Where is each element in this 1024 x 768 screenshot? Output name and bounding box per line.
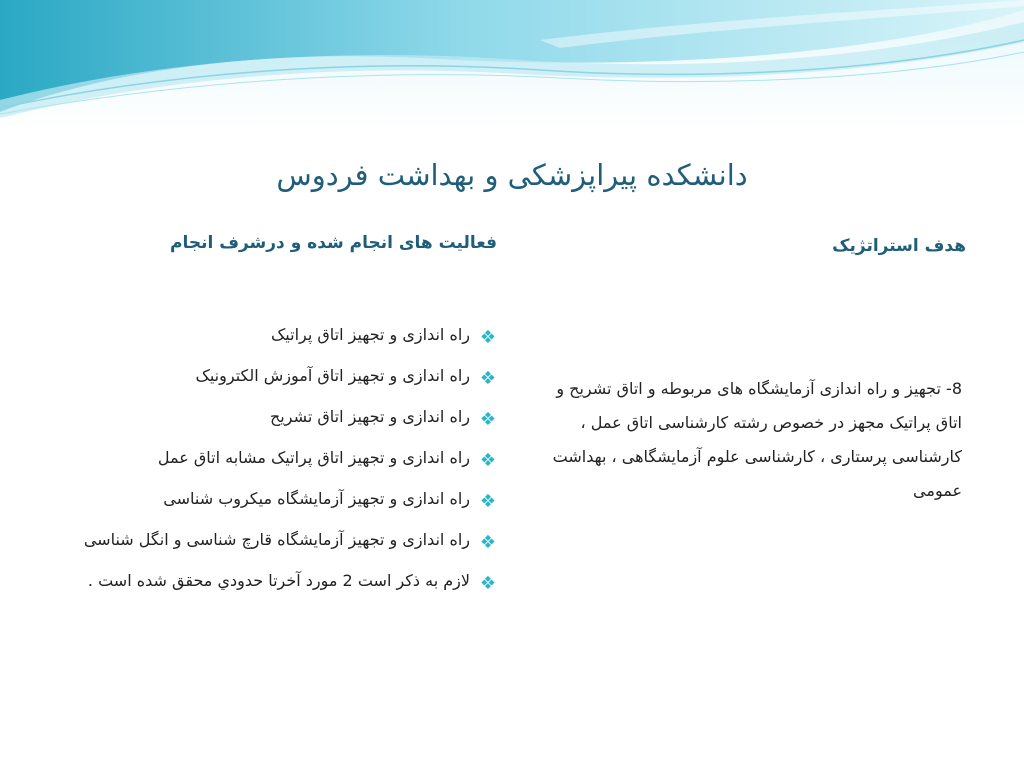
- diamond-four-icon: ❖: [479, 368, 496, 389]
- strategic-goal-heading: هدف استراتژیک: [832, 236, 966, 256]
- activity-text: لازم به ذکر است 2 مورد آخرتا حدودي محقق شده است .: [87, 571, 470, 590]
- strategic-goal-text: 8- تجهیز و راه اندازی آزمایشگاه های مربوطه و اتاق تشریح و اتاق پراتیک مجهز در خصوص رشته کارشناسی اتاق عمل ، کارشناسی پرستاری ، کارشناسی علوم آزمایشگاهی ، بهداشت عمومی: [552, 379, 962, 500]
- diamond-four-icon: ❖: [479, 573, 496, 594]
- list-item: [46, 400, 496, 434]
- diamond-four-icon: ❖: [479, 327, 496, 348]
- page-title: دانشکده پیراپزشکی و بهداشت فردوس: [276, 158, 748, 192]
- activities-heading: فعالیت های انجام شده و درشرف انجام: [170, 233, 497, 253]
- activity-text: راه اندازی و تجهیز اتاق تشریح: [269, 407, 470, 426]
- activity-text: راه اندازی و تجهیز اتاق پراتیک: [270, 325, 470, 344]
- header-wave-decoration: [0, 0, 1024, 130]
- activity-text: راه اندازی و تجهیز آزمایشگاه میکروب شناسی: [163, 489, 470, 508]
- list-item: [46, 523, 496, 557]
- activity-text: راه اندازی و تجهیز آزمایشگاه قارچ شناسی و انگل شناسی: [83, 530, 470, 549]
- diamond-four-icon: ❖: [479, 491, 496, 512]
- list-item: [46, 359, 496, 393]
- activity-text: راه اندازی و تجهیز اتاق آموزش الکترونیک: [195, 366, 470, 385]
- diamond-four-icon: ❖: [479, 450, 496, 471]
- activities-list: [46, 318, 496, 605]
- list-item: [46, 318, 496, 352]
- activity-text: راه اندازی و تجهیز اتاق پراتیک مشابه اتاق عمل: [157, 448, 470, 467]
- list-item: [46, 564, 496, 598]
- diamond-four-icon: ❖: [479, 409, 496, 430]
- list-item: [46, 482, 496, 516]
- diamond-four-icon: ❖: [479, 532, 496, 553]
- list-item: [46, 441, 496, 475]
